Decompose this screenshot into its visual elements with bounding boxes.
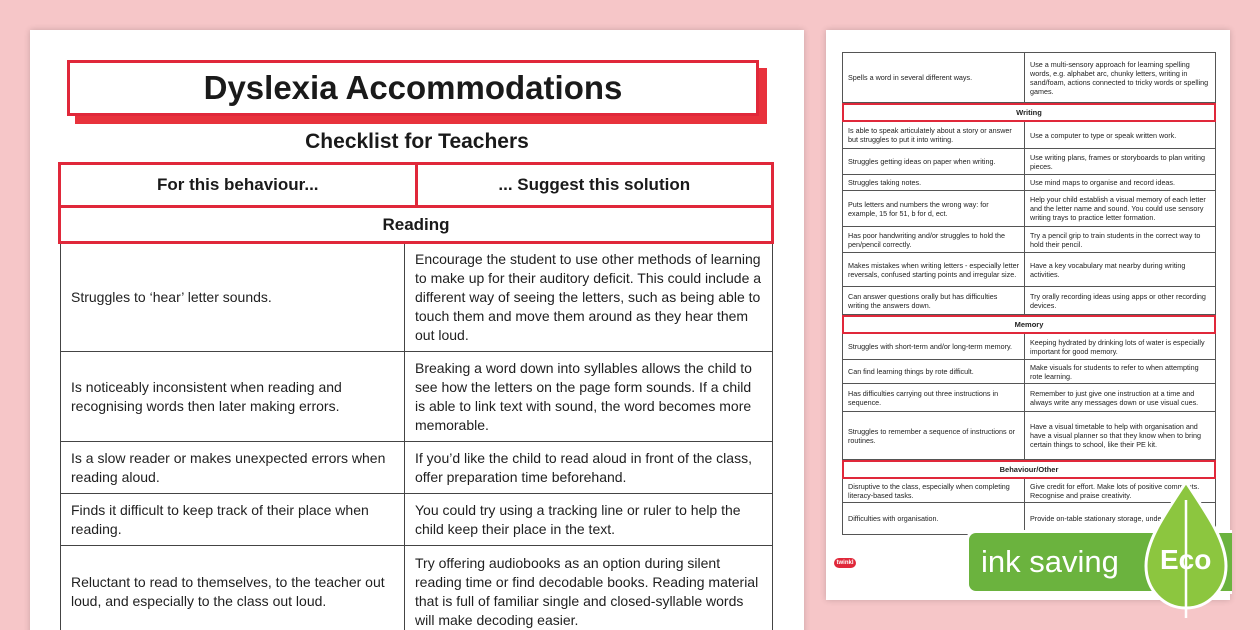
solution-cell: Try orally recording ideas using apps or other recording devices. <box>1030 291 1206 310</box>
table-row <box>61 546 772 630</box>
behaviour-cell: Makes mistakes when writing letters - especially letter reversals, confused starting points and irregular size. <box>843 253 1025 286</box>
page-subtitle: Checklist for Teachers <box>305 130 529 153</box>
section-writing: Writing <box>842 103 1216 122</box>
solution-cell: Use writing plans, frames or storyboards to plan writing pieces. <box>1030 152 1205 171</box>
behaviour-cell: Can answer questions orally but has difficulties writing the answers down. <box>843 287 1025 314</box>
solution-cell: If you’d like the child to read aloud in front of the class, offer preparation time beforehand. <box>415 449 752 485</box>
behaviour-cell: Is able to speak articulately about a story or answer but struggles to put it into writing. <box>843 122 1025 148</box>
behaviour-cell: Spells a word in several different ways. <box>843 53 1025 102</box>
table-row <box>61 244 772 352</box>
behaviour-cell: Has poor handwriting and/or struggles to hold the pen/pencil correctly. <box>843 227 1025 252</box>
solution-cell: Breaking a word down into syllables allows the child to see how the letters on the page form sounds. If a child is able to link text with sound, the word becomes more memorable. <box>415 359 752 433</box>
behaviour-cell: Struggles with short-term and/or long-term memory. <box>843 334 1025 359</box>
solution-cell: Have a visual timetable to help with organisation and have a visual planner so that they know when to bring certain things to school, like their PE kit. <box>1030 422 1202 449</box>
table-row <box>842 227 1216 253</box>
section-behaviour-other: Behaviour/Other <box>842 460 1216 479</box>
behaviour-cell: Struggles to ‘hear’ letter sounds. <box>61 244 405 351</box>
solution-cell: Make visuals for students to refer to when attempting rote learning. <box>1030 362 1199 381</box>
solution-cell: You could try using a tracking line or ruler to help the child keep their place in the text. <box>415 501 741 537</box>
behaviour-cell: Struggles taking notes. <box>843 175 1025 190</box>
behaviour-cell: Puts letters and numbers the wrong way: for example, 15 for 51, b for d, ect. <box>843 191 1025 226</box>
table-row <box>842 191 1216 227</box>
solution-cell: Keeping hydrated by drinking lots of water is especially important for good memory. <box>1030 337 1205 356</box>
solution-cell: Give credit for effort. Make lots of positive comments. Recognise and praise creativity. <box>1030 481 1200 500</box>
table-row <box>61 442 772 494</box>
behaviour-cell: Can find learning things by rote difficult. <box>843 360 1025 383</box>
behaviour-cell: Struggles getting ideas on paper when writing. <box>843 149 1025 174</box>
title-box <box>67 60 759 116</box>
table-row <box>842 360 1216 384</box>
twinkl-logo: twinkl <box>834 558 856 568</box>
page-title: Dyslexia Accommodations <box>203 69 623 106</box>
table-row <box>61 352 772 442</box>
worksheet-page <box>30 30 804 630</box>
behaviour-cell: Struggles to remember a sequence of instructions or routines. <box>843 412 1025 459</box>
behaviour-cell: Is a slow reader or makes unexpected errors when reading aloud. <box>61 442 405 493</box>
solution-cell: Have a key vocabulary mat nearby during writing activities. <box>1030 260 1186 279</box>
eco-label: Eco <box>1160 544 1212 575</box>
table-row <box>842 122 1216 149</box>
behaviour-cell: Has difficulties carrying out three instructions in sequence. <box>843 384 1025 411</box>
table-row <box>842 175 1216 191</box>
title-banner <box>67 60 759 116</box>
table-row <box>61 494 772 546</box>
header-solution: ... Suggest this solution <box>415 165 772 205</box>
reading-table <box>60 244 773 630</box>
behaviour-cell: Difficulties with organisation. <box>843 503 1025 534</box>
table-row <box>842 149 1216 175</box>
section-reading: Reading <box>58 208 774 244</box>
behaviour-cell: Is noticeably inconsistent when reading and recognising words then later making errors. <box>61 352 405 441</box>
solution-cell: Try offering audiobooks as an option during silent reading time or find decodable books. Reading material that is full of familiar single and closed-syllable words will make decoding easier. <box>415 554 759 628</box>
header-behaviour: For this behaviour... <box>156 175 319 194</box>
solution-cell: Use a computer to type or speak written work. <box>1030 130 1177 140</box>
table-row <box>842 53 1216 103</box>
solution-cell: Encourage the student to use other methods of learning to make up for their auditory deficit. This could include a different way of seeing the letters, such as being able to touch them and move them around as they hear them out loud. <box>415 251 762 343</box>
solution-cell: Try a pencil grip to train students in the correct way to hold their pencil. <box>1030 230 1201 249</box>
section-memory: Memory <box>842 315 1216 334</box>
solution-cell: Help your child establish a visual memory of each letter and the letter name and sound. You could use sensory writing trays to practice letter formation. <box>1030 195 1206 222</box>
table-header <box>58 162 774 208</box>
table-row <box>842 334 1216 360</box>
preview-table <box>842 52 1216 535</box>
behaviour-cell: Disruptive to the class, especially when completing literacy-based tasks. <box>843 479 1025 502</box>
table-row <box>842 253 1216 287</box>
solution-cell: Use a multi-sensory approach for learning spelling words, e.g. alphabet arc, chunky letters, writing in sand/foam, actions connected to tricky words or spelling games. <box>1030 59 1209 96</box>
table-row <box>842 412 1216 460</box>
table-row <box>842 287 1216 315</box>
behaviour-cell: Finds it difficult to keep track of their place when reading. <box>61 494 405 545</box>
solution-cell: Remember to just give one instruction at a time and always write any messages down or use visual cues. <box>1030 388 1199 407</box>
ink-saving-label: ink saving <box>981 544 1119 579</box>
table-row <box>842 384 1216 412</box>
solution-cell: Use mind maps to organise and record ideas. <box>1030 178 1176 187</box>
behaviour-cell: Reluctant to read to themselves, to the teacher out loud, and especially to the class out loud. <box>61 546 405 630</box>
solution-cell: Provide on-table stationary storage, unde <box>1030 514 1162 523</box>
